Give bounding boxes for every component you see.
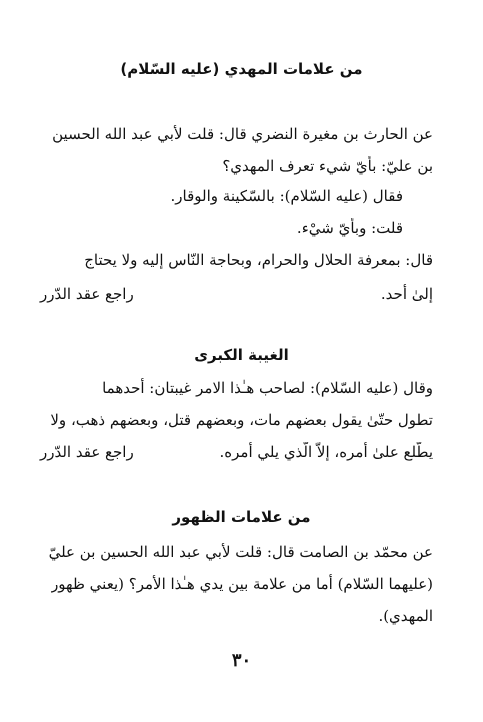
paragraph-line: إلىٰ أحد. [380, 285, 433, 303]
page-number: ٣٠ [231, 650, 252, 671]
paragraph-line: بن عليّ: بأيّ شيء تعرف المهدي؟ [222, 157, 433, 175]
paragraph-line: قال: بمعرفة الحلال والحرام، وبحاجة النّاس إليه ولا يحتاج [84, 251, 433, 269]
section-heading-major-occultation: الغيبة الكبرى [194, 346, 289, 364]
paragraph-line: عن الحارث بن مغيرة النضري قال: قلت لأبي عبد الله الحسين [52, 125, 433, 143]
section-heading-signs-of-appearance: من علامات الظهور [172, 508, 311, 526]
source-reference: راجع عقد الدّرر [40, 285, 134, 303]
paragraph-line: تطول حتّىٰ يقول بعضهم مات، وبعضهم قتل، وبعضهم ذهب، ولا [50, 411, 433, 429]
paragraph-line: وقال (عليه السّلام): لصاحب هـٰذا الامر غيبتان: أحدهما [102, 379, 433, 397]
section-heading-signs-of-mahdi: من علامات المهدي (عليه السّلام) [120, 60, 363, 78]
paragraph-line: المهدي). [378, 607, 433, 625]
paragraph-line: (عليهما السّلام) أما من علامة بين يدي هـٰذا الأمر؟ (يعني ظهور [51, 575, 433, 593]
source-reference: راجع عقد الدّرر [40, 443, 134, 461]
paragraph-line: قلت: وبأيّ شيْء. [296, 219, 403, 237]
paragraph-line: عن محمّد بن الصامت قال: قلت لأبي عبد الله الحسين بن عليّ [48, 543, 433, 561]
paragraph-line: فقال (عليه السّلام): بالسّكينة والوقار. [170, 187, 403, 205]
paragraph-line: يطّلع علىٰ أمره، إلاّ الّذي يلي أمره. [219, 443, 433, 461]
